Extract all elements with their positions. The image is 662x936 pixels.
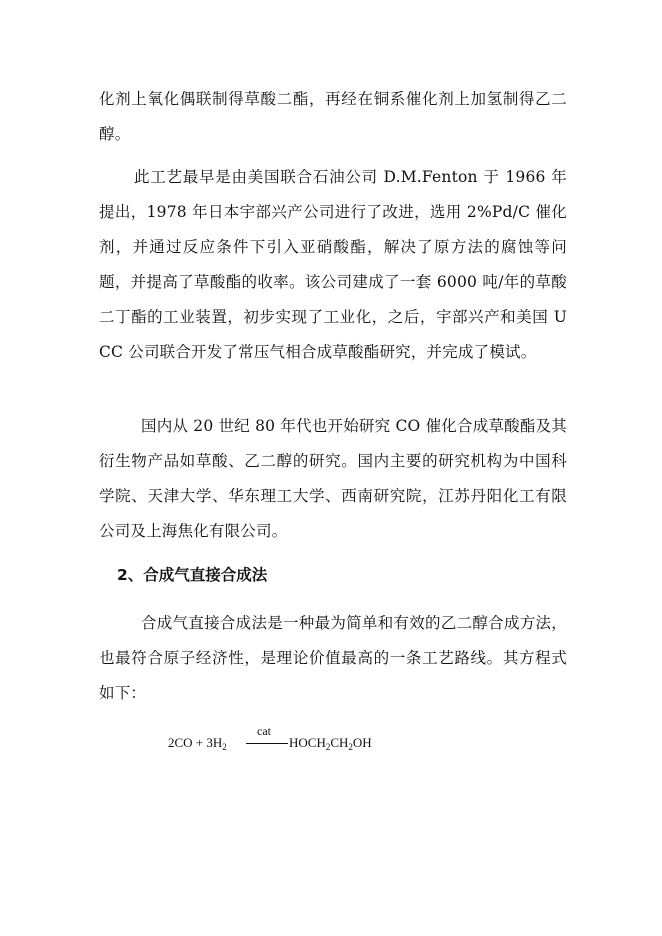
equation-reactant-subscript: 2: [222, 742, 227, 752]
equation-product-subscript-1: 2: [325, 742, 331, 752]
paragraph-direct-synthesis: 合成气直接合成法是一种最为简单和有效的乙二醇合成方法，也最符合原子经济性，是理论价值最高的一条工艺路线。其方程式如下：: [99, 614, 567, 702]
section-heading-direct-synthesis: 2、合成气直接合成法: [117, 566, 268, 584]
equation-reaction-line: [246, 743, 288, 744]
equation-product-part-c: OH: [352, 735, 372, 750]
equation-product-part-a: HOCH: [289, 735, 326, 750]
paragraph-process-history: 此工艺最早是由美国联合石油公司 D.M.Fenton 于 1966 年提出，1978 年日本宇部兴产公司进行了改进，选用 2%Pd/C 催化剂，并通过反应条件下引入亚硝酸酯，解决了原方法的腐蚀等问题，并提高了草酸酯的收率。该公司建成了一套 6000 吨/年的草酸二丁酯的工业装置，初步实现了工业化，之后，宇部兴产和美国 UCC 公司联合开发了常压气相合成草酸酯研究，并完成了模试。: [99, 168, 567, 361]
equation-reactants: [168, 735, 227, 751]
equation-product-subscript-2: 2: [348, 742, 353, 752]
paragraph-oxidative-coupling: 化剂上氧化偶联制得草酸二酯，再经在铜系催化剂上加氢制得乙二醇。: [99, 90, 567, 143]
paragraph-domestic-research: 国内从 20 世纪 80 年代也开始研究 CO 催化合成草酸酯及其衍生物产品如草酸、乙二醇的研究。国内主要的研究机构为中国科学院、天津大学、华东理工大学、西南研究院，江苏丹阳化工有限公司及上海焦化有限公司。: [99, 417, 567, 540]
equation-catalyst-label: cat: [257, 724, 271, 738]
equation-reactant-text: 2CO + 3H: [168, 735, 223, 750]
equation-product: [289, 735, 372, 751]
equation-product-part-b: CH: [330, 735, 349, 750]
chemical-equation: [168, 723, 428, 763]
